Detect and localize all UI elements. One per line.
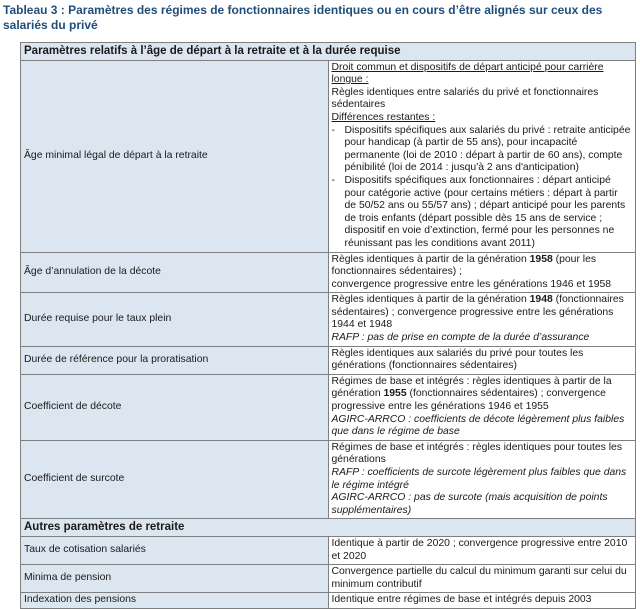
row-value: Règles identiques aux salariés du privé pour toutes les générations (fonctionnaires sédentaires) <box>328 346 636 374</box>
row-value <box>328 293 636 346</box>
value-text: (pour les fonctionnaires sédentaires) ; <box>331 253 597 278</box>
table-row-minima-pension <box>21 565 636 593</box>
value-text: (fonctionnaires sédentaires) ; convergence progressive entre les générations 1944 et 1948 <box>331 294 624 331</box>
row-label: Durée de référence pour la proratisation <box>21 346 329 374</box>
table-row-coef-decote <box>21 374 636 440</box>
row-value: Identique à partir de 2020 ; convergence progressive entre 2010 et 2020 <box>328 536 636 564</box>
rafp-note: RAFP : coefficients de surcote légèrement plus faibles que dans le régime intégré <box>331 467 627 491</box>
table-row-taux-cotisation <box>21 536 636 564</box>
section-header-age <box>21 43 636 61</box>
row-value: Identique entre régimes de base et intégrés depuis 2003 <box>328 593 636 609</box>
value-line: convergence progressive entre les générations 1946 et 1958 <box>331 278 612 290</box>
row-label: Âge d’annulation de la décote <box>21 252 329 293</box>
value-line <box>332 294 633 332</box>
row-label: Âge minimal légal de départ à la retraite <box>21 60 329 252</box>
agirc-arrco-note: AGIRC-ARRCO : pas de surcote (mais acquisition de points supplémentaires) <box>331 492 608 516</box>
row-label: Durée requise pour le taux plein <box>21 293 329 346</box>
table-row-indexation <box>21 593 636 609</box>
generation-year: 1948 <box>529 294 553 306</box>
bullet-text: Dispositifs spécifiques aux fonctionnaires : départ anticipé pour catégorie active (pour certains métiers : départ à partir de 50/52 ans ou 55/57 ans) ; départ anticipé pour les parents de trois enfants (départ possible dès 15 ans de service ; dispositif en voie d’extinction, fermé pour les personnes ne réunissant pas les conditions avant 2011) <box>344 174 626 249</box>
value-text: Règles identiques à partir de la génération <box>331 294 530 306</box>
regles-identiques-text: Règles identiques entre salariés du privé et fonctionnaires sédentaires <box>331 86 599 111</box>
value-line <box>332 376 633 414</box>
droit-commun-heading: Droit commun et dispositifs de départ anticipé pour carrière longue : <box>331 61 604 86</box>
rafp-note: RAFP : pas de prise en compte de la durée d’assurance <box>331 332 590 344</box>
list-item <box>332 125 633 175</box>
table-row-coef-surcote <box>21 440 636 519</box>
row-value <box>328 374 636 440</box>
row-label: Indexation des pensions <box>21 593 329 609</box>
table-caption: Tableau 3 : Paramètres des régimes de fonctionnaires identiques ou en cours d’être alignés sur ceux des salariés du privé <box>3 3 603 32</box>
generation-year: 1955 <box>383 388 407 400</box>
row-label: Taux de cotisation salariés <box>21 536 329 564</box>
differences-heading: Différences restantes : <box>331 111 436 123</box>
section-header-autres <box>21 519 636 537</box>
list-item <box>332 175 633 251</box>
dash-bullet-icon: - <box>331 174 335 186</box>
table-row-duree-requise <box>21 293 636 346</box>
row-value <box>328 60 636 252</box>
table-row-age-annulation <box>21 252 636 293</box>
table-row-duree-reference <box>21 346 636 374</box>
dash-bullet-icon: - <box>331 124 335 136</box>
table-row-age-minimal <box>21 60 636 252</box>
value-text: Régimes de base et intégrés : règles identiques à partir de la génération <box>331 375 612 400</box>
row-value: Convergence partielle du calcul du minimum garanti sur celui du minimum contributif <box>328 565 636 593</box>
value-line <box>332 254 633 279</box>
row-label: Coefficient de surcote <box>21 440 329 519</box>
agirc-arrco-note: AGIRC-ARRCO : coefficients de décote légèrement plus faibles que dans le régime de base <box>331 413 625 438</box>
value-text: Règles identiques à partir de la génération <box>331 253 530 265</box>
row-value <box>328 440 636 519</box>
section-title: Paramètres relatifs à l’âge de départ à la retraite et à la durée requise <box>21 43 636 61</box>
bullet-text: Dispositifs spécifiques aux salariés du privé : retraite anticipée pour handicap (à partir de 55 ans), pour incapacité permanente (loi de 2010 : départ à partir de 60 ans), compte pénibilité (loi de 2014 : jusqu'à 2 ans d'anticipation) <box>344 124 631 174</box>
row-label: Coefficient de décote <box>21 374 329 440</box>
section-title: Autres paramètres de retraite <box>21 519 636 537</box>
value-line: Régimes de base et intégrés : règles identiques pour toutes les générations <box>331 441 623 466</box>
value-text: (fonctionnaires sédentaires) ; convergence progressive entre les générations 1946 et 1955 <box>331 388 606 413</box>
row-label: Minima de pension <box>21 565 329 593</box>
row-value <box>328 252 636 293</box>
parameters-table <box>20 42 636 609</box>
generation-year: 1958 <box>529 253 553 265</box>
